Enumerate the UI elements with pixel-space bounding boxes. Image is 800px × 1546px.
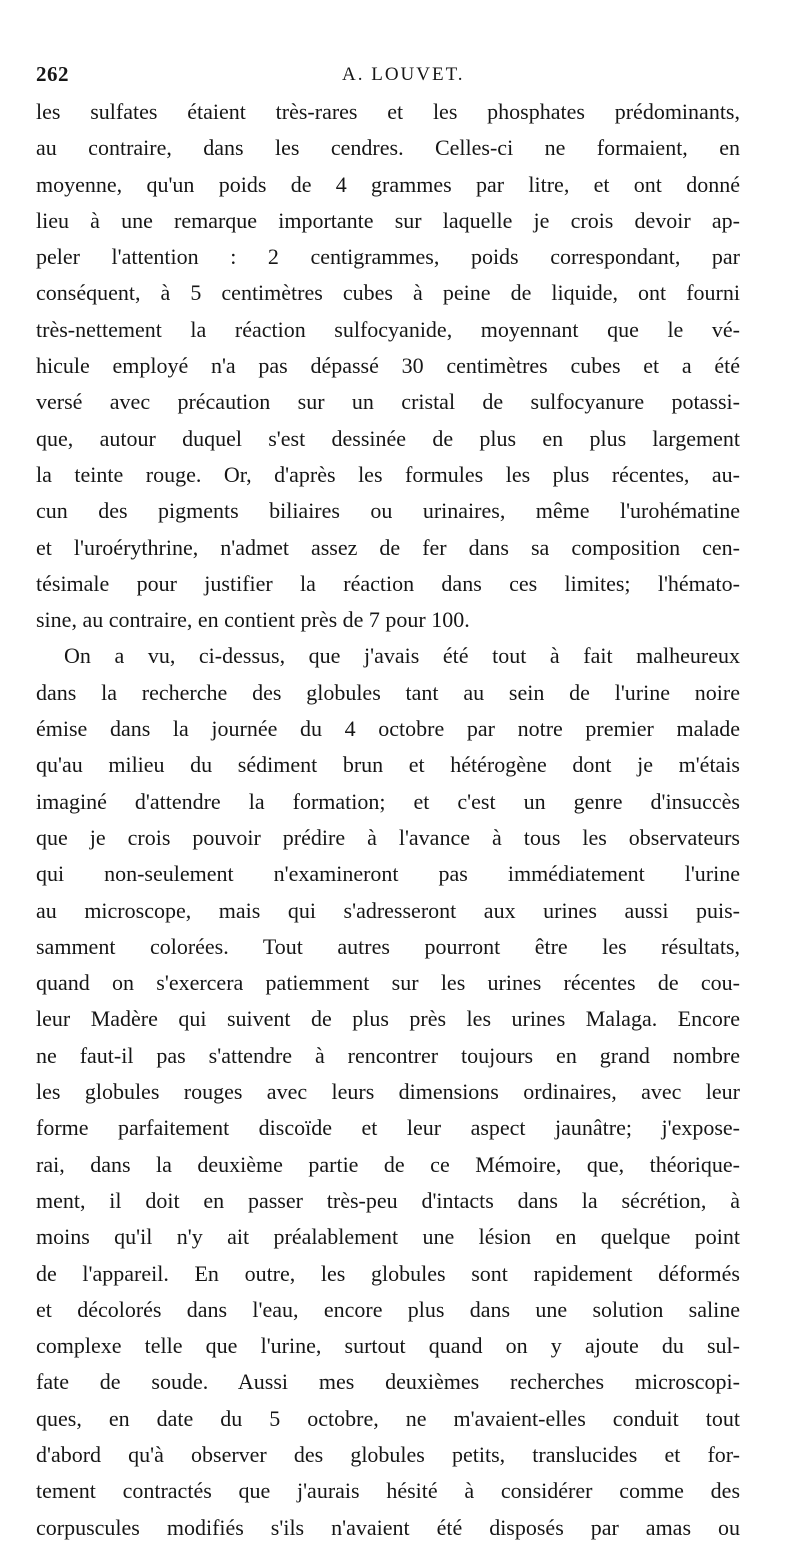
text-line: cun des pigments biliaires ou urinaires, même l'urohématine [36,498,740,524]
text-line: imaginé d'attendre la formation; et c'est un genre d'insuccès [36,788,740,814]
paragraph-start-line: On a vu, ci-dessus, que j'avais été tout à fait malheureux [64,643,740,669]
text-line: tement contractés que j'aurais hésité à considérer comme des [36,1478,740,1504]
text-line: corpuscules modifiés s'ils n'avaient été disposés par amas ou [36,1514,740,1540]
text-line: de l'appareil. En outre, les globules sont rapidement déformés [36,1260,740,1286]
page-header [36,62,740,92]
text-line: et décolorés dans l'eau, encore plus dans une solution saline [36,1296,740,1322]
text-line: quand on s'exercera patiemment sur les urines récentes de cou- [36,970,740,996]
text-line: ment, il doit en passer très-peu d'intacts dans la sécrétion, à [36,1187,740,1213]
page-number: 262 [36,62,69,86]
text-line: complexe telle que l'urine, surtout quand on y ajoute du sul- [36,1333,740,1359]
text-line: dans la recherche des globules tant au sein de l'urine noire [36,679,740,705]
book-page [36,0,740,1540]
text-line: au contraire, dans les cendres. Celles-ci ne formaient, en [36,135,740,161]
text-line: moyenne, qu'un poids de 4 grammes par litre, et ont donné [36,171,740,197]
text-line: tésimale pour justifier la réaction dans ces limites; l'hémato- [36,570,740,596]
text-line: versé avec précaution sur un cristal de sulfocyanure potassi- [36,389,740,415]
text-line: moins qu'il n'y ait préalablement une lésion en quelque point [36,1224,740,1250]
text-line: ques, en date du 5 octobre, ne m'avaient-elles conduit tout [36,1405,740,1431]
text-line: que, autour duquel s'est dessinée de plus en plus largement [36,425,740,451]
text-line: d'abord qu'à observer des globules petits, translucides et for- [36,1441,740,1467]
text-line: qu'au milieu du sédiment brun et hétérogène dont je m'étais [36,752,740,778]
text-line: lieu à une remarque importante sur laquelle je crois devoir ap- [36,207,740,233]
text-line: émise dans la journée du 4 octobre par notre premier malade [36,716,740,742]
text-line: ne faut-il pas s'attendre à rencontrer toujours en grand nombre [36,1042,740,1068]
text-line: la teinte rouge. Or, d'après les formules les plus récentes, au- [36,461,740,487]
text-line: les globules rouges avec leurs dimensions ordinaires, avec leur [36,1079,740,1105]
text-line: très-nettement la réaction sulfocyanide, moyennant que le vé- [36,316,740,342]
text-line: que je crois pouvoir prédire à l'avance à tous les observateurs [36,824,740,850]
text-line: hicule employé n'a pas dépassé 30 centimètres cubes et a été [36,353,740,379]
text-line: forme parfaitement discoïde et leur aspect jaunâtre; j'expose- [36,1115,740,1141]
text-line: conséquent, à 5 centimètres cubes à peine de liquide, ont fourni [36,280,740,306]
text-line: rai, dans la deuxième partie de ce Mémoire, que, théorique- [36,1151,740,1177]
text-line: leur Madère qui suivent de plus près les urines Malaga. Encore [36,1006,740,1032]
text-line: les sulfates étaient très-rares et les phosphates prédominants, [36,99,740,124]
text-line: au microscope, mais qui s'adresseront aux urines aussi puis- [36,897,740,923]
running-head: A. LOUVET. [342,64,465,85]
body-text [36,94,740,1546]
text-line: qui non-seulement n'examineront pas immédiatement l'urine [36,861,740,887]
text-line: et l'uroérythrine, n'admet assez de fer dans sa composition cen- [36,534,740,560]
text-line: peler l'attention : 2 centigrammes, poids correspondant, par [36,244,740,270]
paragraph-end-line: sine, au contraire, en contient près de 7 pour 100. [36,607,470,633]
text-line: fate de soude. Aussi mes deuxièmes recherches microscopi- [36,1369,740,1395]
text-line: samment colorées. Tout autres pourront être les résultats, [36,933,740,959]
